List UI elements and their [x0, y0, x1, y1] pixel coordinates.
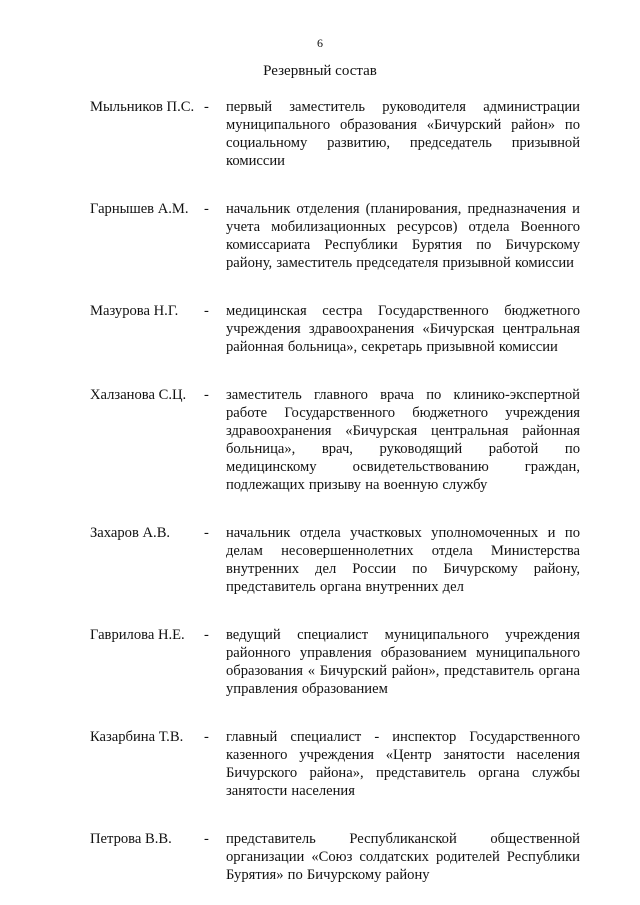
member-entry	[90, 386, 580, 494]
member-role: главный специалист - инспектор Государственного казенного учреждения «Центр занятости населения Бичурского района», представитель органа службы занятости населения	[226, 729, 580, 799]
member-entry	[90, 830, 580, 884]
member-entry	[90, 728, 580, 800]
member-dash: -	[204, 729, 209, 745]
member-role: заместитель главного врача по клинико-экспертной работе Государственного бюджетного учреждения здравоохранения «Бичурская центральная районная больница», врач, руководящий работой по медицинскому освидетельствованию граждан, подлежащих призыву на военную службу	[226, 387, 580, 493]
member-name: Казарбина Т.В.	[90, 729, 184, 745]
member-name: Захаров А.В.	[90, 525, 171, 541]
member-name: Мыльников П.С.	[90, 99, 195, 115]
member-entry	[90, 302, 580, 356]
member-name: Мазурова Н.Г.	[90, 303, 179, 319]
member-name: Гаврилова Н.Е.	[90, 627, 185, 643]
member-role: медицинская сестра Государственного бюджетного учреждения здравоохранения «Бичурская центральная районная больница», секретарь призывной комиссии	[226, 303, 580, 355]
member-role: первый заместитель руководителя администрации муниципального образования «Бичурский район» по социальному развитию, председатель призывной комиссии	[226, 99, 580, 169]
member-dash: -	[204, 525, 209, 541]
member-role: начальник отдела участковых уполномоченных и по делам несовершеннолетних отдела Министерства внутренних дел России по Бичурскому району, представитель органа внутренних дел	[226, 525, 580, 595]
member-dash: -	[204, 387, 209, 403]
member-entry	[90, 98, 580, 170]
member-name: Гарнышев А.М.	[90, 201, 189, 217]
page-number: 6	[317, 36, 323, 50]
member-dash: -	[204, 627, 209, 643]
member-dash: -	[204, 831, 209, 847]
member-entry	[90, 524, 580, 596]
member-dash: -	[204, 303, 209, 319]
member-entry	[90, 626, 580, 698]
member-name: Халзанова С.Ц.	[90, 387, 187, 403]
member-name: Петрова В.В.	[90, 831, 172, 847]
member-role: ведущий специалист муниципального учреждения районного управления образованием муниципального образования « Бичурский район», представитель органа управления образованием	[226, 627, 580, 697]
member-dash: -	[204, 201, 209, 217]
member-dash: -	[204, 99, 209, 115]
members-list	[90, 98, 580, 884]
member-role: начальник отделения (планирования, предназначения и учета мобилизационных ресурсов) отдела Военного комиссариата Республики Бурятия по Бичурскому району, заместитель председателя призывной комиссии	[226, 201, 580, 271]
member-entry	[90, 200, 580, 272]
member-role: представитель Республиканской общественной организации «Союз солдатских родителей Республики Бурятия» по Бичурскому району	[226, 831, 580, 883]
page-title: Резервный состав	[263, 63, 377, 79]
